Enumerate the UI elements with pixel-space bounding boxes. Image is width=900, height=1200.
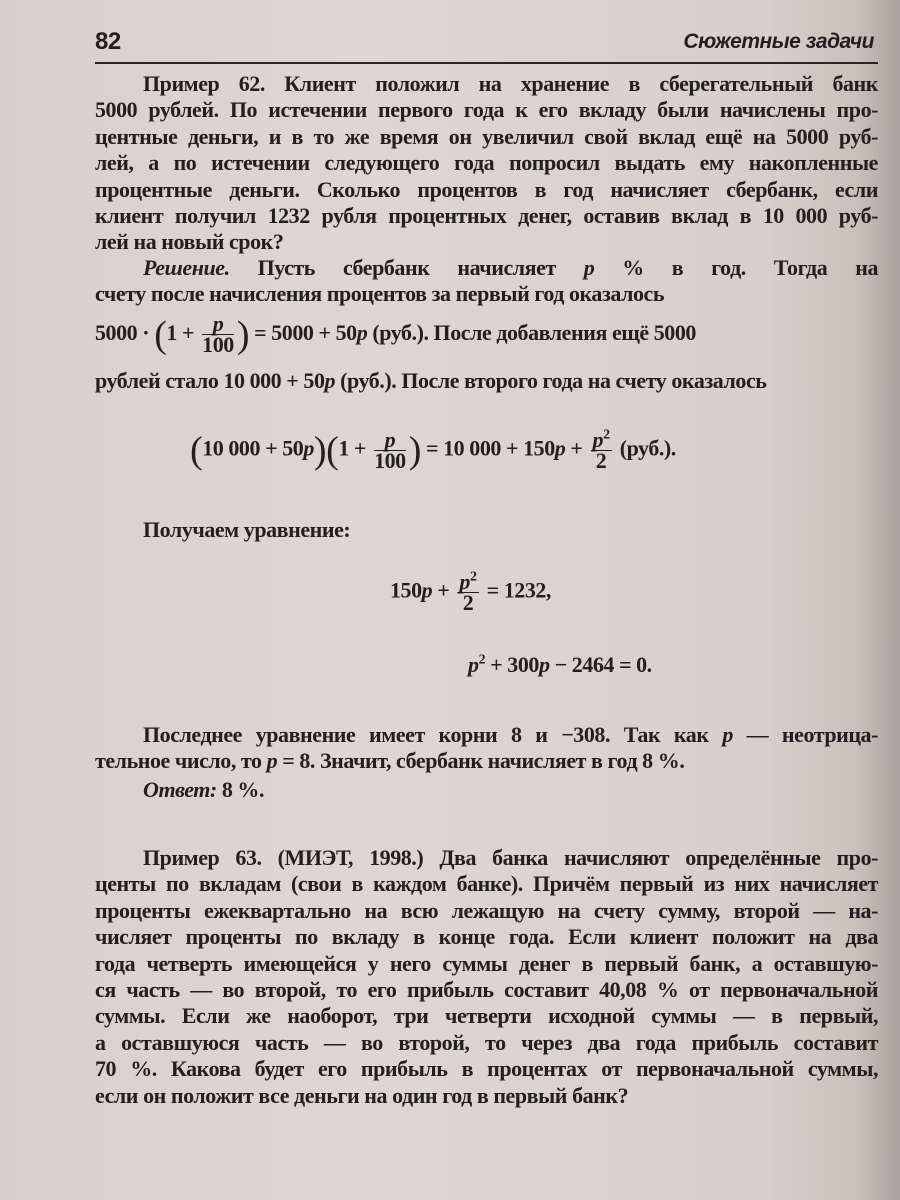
text-line xyxy=(95,281,878,307)
text-run: 5000 · xyxy=(95,320,155,345)
text-run: + xyxy=(565,435,588,461)
text-run: 1 + xyxy=(166,320,200,345)
fraction-denominator: 100 xyxy=(374,448,406,473)
text-run: = 8. Значит, сбербанк начисляет в год 8 %. xyxy=(277,748,685,774)
paragraph xyxy=(95,845,878,1109)
fraction xyxy=(457,569,478,615)
right-paren: ) xyxy=(313,429,327,472)
paragraph xyxy=(95,722,878,775)
text-line xyxy=(95,951,878,977)
text-run: % в год. Тогда на xyxy=(594,255,878,280)
text-line xyxy=(95,898,878,924)
display-equation xyxy=(190,427,790,473)
text-run: процентные деньги. Сколько процентов в год начисляет сбербанк, если xyxy=(95,176,878,202)
section-label: Ответ: xyxy=(143,777,217,802)
text-line xyxy=(95,255,878,281)
math-variable: p xyxy=(592,427,604,452)
fraction xyxy=(374,427,406,473)
text-line xyxy=(95,124,878,150)
text-run: + 300 xyxy=(485,652,539,677)
text-run: 8 %. xyxy=(216,777,265,802)
text-run: 5000 рублей. По истечении первого года к его вкладу были начислены про- xyxy=(95,97,878,123)
display-equation xyxy=(390,569,690,615)
example-heading: Пример 62. xyxy=(143,71,265,96)
text-line xyxy=(95,177,878,203)
exponent: 2 xyxy=(469,569,477,585)
text-line xyxy=(190,427,790,473)
math-variable: p xyxy=(583,255,595,280)
math-variable: p xyxy=(722,722,733,747)
exponent: 2 xyxy=(603,427,610,443)
text-line xyxy=(95,229,878,255)
text-run: — неотрица- xyxy=(732,722,878,747)
text-line xyxy=(95,871,878,897)
text-run: 150 xyxy=(390,577,422,603)
text-run: центные деньги, и в то же время он увеличил свой вклад ещё на 5000 руб- xyxy=(95,123,878,149)
text-run: − 2464 = 0. xyxy=(549,652,652,677)
text-line xyxy=(95,1030,878,1056)
text-run: года четверть имеющейся у него суммы денег в первый банк, а оставшую- xyxy=(95,950,878,976)
fraction xyxy=(591,427,612,473)
text-run: + xyxy=(432,577,455,603)
left-paren: ( xyxy=(326,429,339,472)
example-heading: Пример 63. (МИЭТ, 1998.) xyxy=(143,845,424,870)
text-run: если он положит все деньги на один год в первый банк? xyxy=(95,1082,629,1108)
text-run: (руб.). После второго года на счету оказалось xyxy=(335,368,767,393)
text-line xyxy=(468,652,768,678)
math-variable: p xyxy=(459,569,470,594)
text-run: Клиент положил на хранение в сберегательный банк xyxy=(264,71,878,96)
text-line xyxy=(95,517,878,543)
math-variable: p xyxy=(303,435,314,461)
paragraph xyxy=(95,368,878,394)
paragraph xyxy=(95,311,878,358)
math-variable: p xyxy=(421,577,433,603)
right-paren: ) xyxy=(408,429,421,472)
text-run: = 10 000 + 150 xyxy=(420,435,555,461)
text-run: счету после начисления процентов за первый год оказалось xyxy=(95,281,665,307)
text-run: лей на новый срок? xyxy=(95,229,284,255)
text-run: Последнее уравнение имеет корни 8 и −308. Так как xyxy=(143,722,723,747)
text-run: числяет проценты по вкладу в конце года. Если клиент положит на два xyxy=(95,924,878,950)
text-line xyxy=(95,777,878,803)
fraction-denominator: 100 xyxy=(202,332,234,358)
text-run: (руб.). После добавления ещё 5000 xyxy=(367,320,696,345)
running-title: Сюжетные задачи xyxy=(683,30,874,53)
text-line xyxy=(95,203,878,229)
math-variable: p xyxy=(468,652,479,677)
paragraph xyxy=(95,777,878,803)
text-line xyxy=(95,97,878,123)
text-line xyxy=(95,924,878,950)
exponent: 2 xyxy=(478,652,486,668)
text-run: = 5000 + 50 xyxy=(249,320,357,345)
math-variable: p xyxy=(212,311,224,337)
text-line xyxy=(390,569,690,615)
left-paren: ( xyxy=(190,429,203,472)
page-number: 82 xyxy=(95,28,121,55)
math-variable: p xyxy=(538,652,550,677)
fraction xyxy=(202,311,234,358)
paragraph xyxy=(95,517,878,543)
text-run: центы по вкладам (свои в каждом банке). Причём первый из них начисляет xyxy=(95,871,878,897)
text-run: 70 %. Какова будет его прибыль в процентах от первоначальной суммы, xyxy=(95,1056,878,1082)
text-line xyxy=(95,1083,878,1109)
text-run: суммы. Если же наоборот, три четверти исходной суммы — в первый, xyxy=(95,1003,878,1029)
text-run: Получаем уравнение: xyxy=(143,517,351,542)
text-run: Два банка начисляют определённые про- xyxy=(423,845,878,870)
text-run: лей, а по истечении следующего года попросил выдать ему накопленные xyxy=(95,150,878,176)
text-line xyxy=(95,71,878,97)
paragraph xyxy=(95,71,878,256)
text-line xyxy=(95,311,878,358)
text-line xyxy=(95,748,878,774)
text-run: Пусть сбербанк начисляет xyxy=(229,255,584,280)
text-line xyxy=(95,722,878,748)
text-run: а оставшуюся часть — во второй, то через два года прибыль составит xyxy=(95,1029,878,1055)
text-run: 10 000 + 50 xyxy=(202,435,304,461)
text-line xyxy=(95,845,878,871)
text-run: = 1232, xyxy=(481,577,551,603)
left-paren: ( xyxy=(154,313,167,356)
math-variable: p xyxy=(324,368,336,393)
text-line xyxy=(95,150,878,176)
text-run: клиент получил 1232 рубля процентных денег, оставив вклад в 10 000 руб- xyxy=(95,202,878,228)
text-line xyxy=(95,1003,878,1029)
text-run: (руб.). xyxy=(614,435,676,461)
page-header xyxy=(95,26,878,64)
math-variable: p xyxy=(356,320,368,345)
math-variable: p xyxy=(554,435,566,461)
text-run: проценты ежеквартально на всю лежащую на счету сумму, второй — на- xyxy=(95,897,878,923)
section-label: Решение. xyxy=(143,255,230,280)
math-variable: p xyxy=(266,748,278,774)
math-variable: p xyxy=(384,427,396,452)
fraction-denominator: 2 xyxy=(462,590,474,615)
fraction-denominator: 2 xyxy=(595,448,607,473)
text-line xyxy=(95,977,878,1003)
text-line xyxy=(95,368,878,394)
text-run: 1 + xyxy=(338,435,372,461)
text-line xyxy=(95,1056,878,1082)
paragraph xyxy=(95,255,878,308)
text-run: тельное число, то xyxy=(95,748,267,774)
right-paren: ) xyxy=(236,313,250,356)
text-run: рублей стало 10 000 + 50 xyxy=(95,368,325,393)
text-run: ся часть — во второй, то его прибыль составит 40,08 % от первоначальной xyxy=(95,976,878,1002)
display-equation xyxy=(468,652,768,678)
